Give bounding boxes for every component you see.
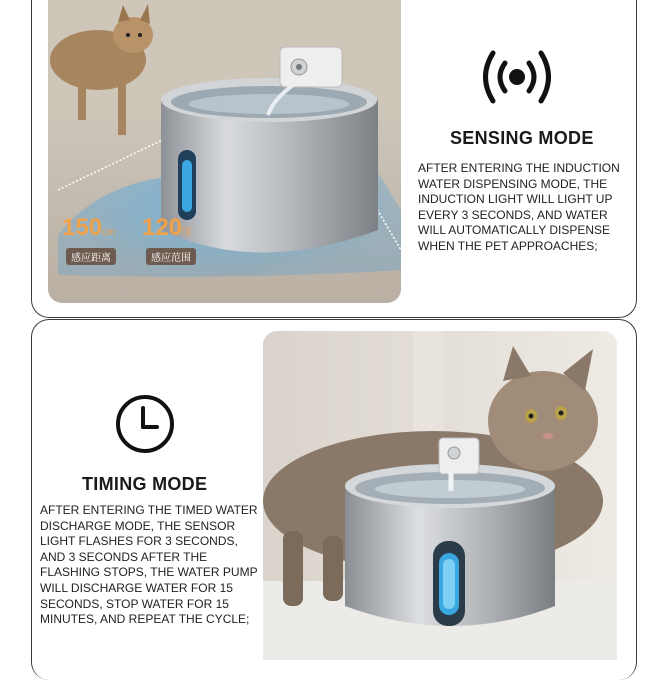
signal-waves-icon [480, 48, 554, 106]
clock-icon [115, 394, 175, 454]
distance-label-badge: 感应距离 [66, 248, 116, 265]
sensing-mode-title: SENSING MODE [450, 128, 594, 148]
distance-value: 150 [62, 214, 103, 241]
angle-label-badge: 感应范围 [146, 248, 196, 265]
angle-metric [142, 214, 192, 242]
distance-metric [62, 214, 115, 242]
angle-value: 120 [142, 214, 183, 241]
sensing-mode-description: AFTER ENTERING THE INDUCTION WATER DISPENSING MODE, THE INDUCTION LIGHT WILL LIGHT UP EVERY 3 SECONDS, AND WATER WILL AUTOMATICALLY DISPENSE WHEN THE PET APPROACHES; [418, 161, 620, 253]
timing-mode-photo [263, 331, 617, 660]
timing-mode-title: TIMING MODE [82, 474, 208, 494]
distance-unit: cm [102, 227, 116, 238]
timing-mode-description: AFTER ENTERING THE TIMED WATER DISCHARGE MODE, THE SENSOR LIGHT FLASHES FOR 3 SECONDS, AND 3 SECONDS AFTER THE FLASHING STOPS, THE WATER PUMP WILL DISCHARGE WATER FOR 15 SECONDS, STOP WATER FOR 15 MINUTES, AND REPEAT THE CYCLE; [40, 503, 258, 627]
timing-illustration [263, 331, 617, 660]
sensing-mode-photo [48, 0, 401, 303]
angle-unit: 度 [182, 227, 193, 238]
